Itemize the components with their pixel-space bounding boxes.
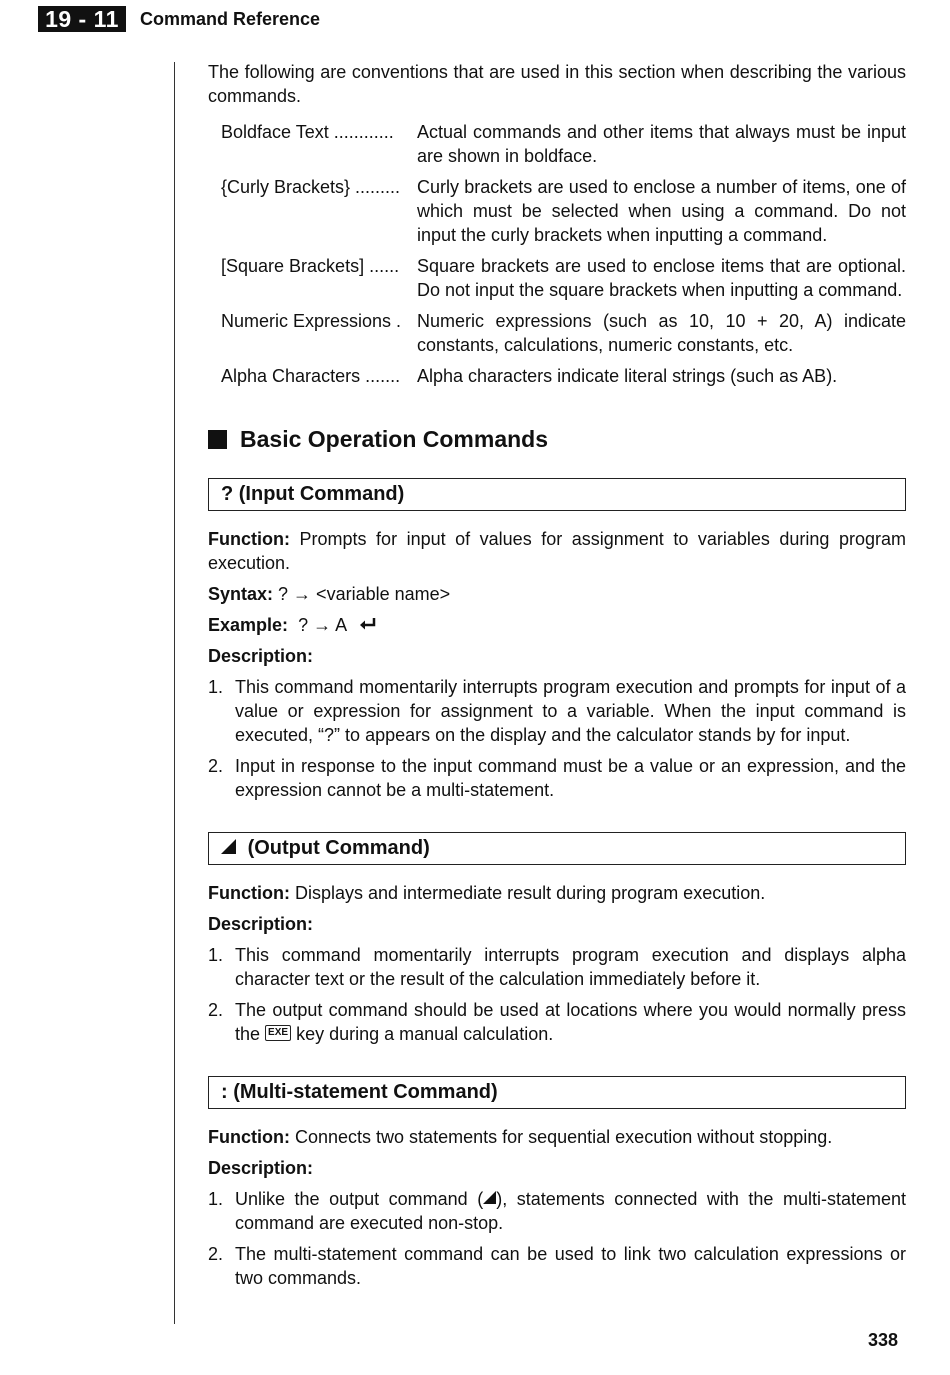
input-command-title: ? (Input Command) (221, 483, 405, 505)
input-description-label: Description: (208, 646, 314, 666)
list-number: 1. (208, 945, 224, 965)
input-function (208, 527, 906, 575)
list-text-after: ), statements connected with the multi-statement command are executed non-stop. (235, 1189, 906, 1233)
list-text-before: The output command should be used at locations where you would normally press the (235, 1000, 906, 1044)
list-text (235, 998, 906, 1046)
convention-term: [Square Brackets] ...... (221, 256, 400, 276)
list-number: 2. (208, 1000, 224, 1020)
convention-definition: Square brackets are used to enclose items that are optional. Do not input the square brackets when inputting a command. (417, 256, 906, 300)
list-item (208, 1242, 906, 1290)
page-number: 338 (868, 1330, 899, 1350)
list-item (208, 1187, 906, 1235)
list-text (235, 1187, 906, 1235)
list-number: 1. (208, 1189, 224, 1209)
convention-definition: Alpha characters indicate literal strings (such as AB). (417, 366, 838, 386)
output-triangle-icon (221, 839, 236, 854)
function-label: Function: (208, 529, 290, 549)
page-tag: 19 - 11 (38, 6, 126, 32)
syntax-label: Syntax: (208, 584, 274, 604)
function-label: Function: (208, 883, 290, 903)
convention-row (221, 364, 906, 388)
convention-term: Alpha Characters ....... (221, 366, 401, 386)
output-command-title: (Output Command) (247, 837, 430, 859)
basic-operation-heading (208, 424, 906, 454)
syntax-text: ? → <variable name> (278, 584, 451, 604)
enter-return-icon (359, 617, 377, 631)
multi-description-label: Description: (208, 1158, 314, 1178)
conventions-list (221, 120, 906, 388)
exe-key-icon: EXE (265, 1025, 291, 1041)
list-item (208, 998, 906, 1046)
output-command-title-box (208, 832, 906, 865)
list-text-before: Unlike the output command ( (235, 1189, 484, 1209)
intro-paragraph: The following are conventions that are used in this section when describing the various commands. (208, 62, 906, 106)
list-number: 2. (208, 756, 224, 776)
margin-rule (174, 62, 175, 1324)
convention-row (221, 175, 906, 247)
list-text: The multi-statement command can be used to link two calculation expressions or two commands. (235, 1244, 906, 1288)
convention-row (221, 254, 906, 302)
multi-command-title-box (208, 1076, 906, 1109)
output-function (208, 881, 906, 905)
heading-text: Basic Operation Commands (240, 426, 549, 452)
multi-function (208, 1125, 906, 1149)
convention-row (221, 309, 906, 357)
output-description-label: Description: (208, 914, 314, 934)
convention-definition: Numeric expressions (such as 10, 10 + 20, A) indicate constants, calculations, numeric constants, etc. (417, 311, 906, 355)
convention-definition: Curly brackets are used to enclose a number of items, one of which must be selected when using a command. Do not input the curly brackets when inputting a command. (417, 177, 906, 245)
convention-definition: Actual commands and other items that always must be input are shown in boldface. (417, 122, 906, 166)
function-text: Connects two statements for sequential execution without stopping. (295, 1127, 833, 1147)
input-syntax (208, 582, 906, 606)
convention-term: Numeric Expressions . (221, 311, 402, 331)
output-description-list (208, 943, 906, 1046)
list-number: 2. (208, 1244, 224, 1264)
list-text: Input in response to the input command must be a value or an expression, and the expression cannot be a multi-statement. (235, 756, 906, 800)
page-content (208, 60, 906, 1297)
list-text-after: key during a manual calculation. (296, 1024, 554, 1044)
function-label: Function: (208, 1127, 290, 1147)
multi-description-list (208, 1187, 906, 1290)
list-item (208, 675, 906, 747)
convention-row (221, 120, 906, 168)
section-title: Command Reference (140, 9, 321, 29)
list-number: 1. (208, 677, 224, 697)
example-label: Example: (208, 615, 289, 635)
function-text: Prompts for input of values for assignment to variables during program execution. (208, 529, 906, 573)
list-text: This command momentarily interrupts program execution and displays alpha character text or the result of the calculation immediately before it. (235, 945, 906, 989)
multi-command-title: : (Multi-statement Command) (221, 1081, 498, 1103)
example-text: ? → A (298, 615, 347, 635)
list-item (208, 943, 906, 991)
function-text: Displays and intermediate result during program execution. (295, 883, 766, 903)
list-text: This command momentarily interrupts program execution and prompts for input of a value or expression for assignment to a variable. When the input command is executed, “?” to appears on the display and the calculator stands by for input. (235, 677, 906, 745)
output-triangle-icon (483, 1191, 496, 1204)
input-description-list (208, 675, 906, 802)
convention-term: Boldface Text ............ (221, 122, 394, 142)
list-item (208, 754, 906, 802)
convention-term: {Curly Brackets} ......... (221, 177, 401, 197)
square-bullet-icon (208, 430, 227, 449)
input-command-title-box (208, 478, 906, 511)
input-example (208, 613, 906, 637)
